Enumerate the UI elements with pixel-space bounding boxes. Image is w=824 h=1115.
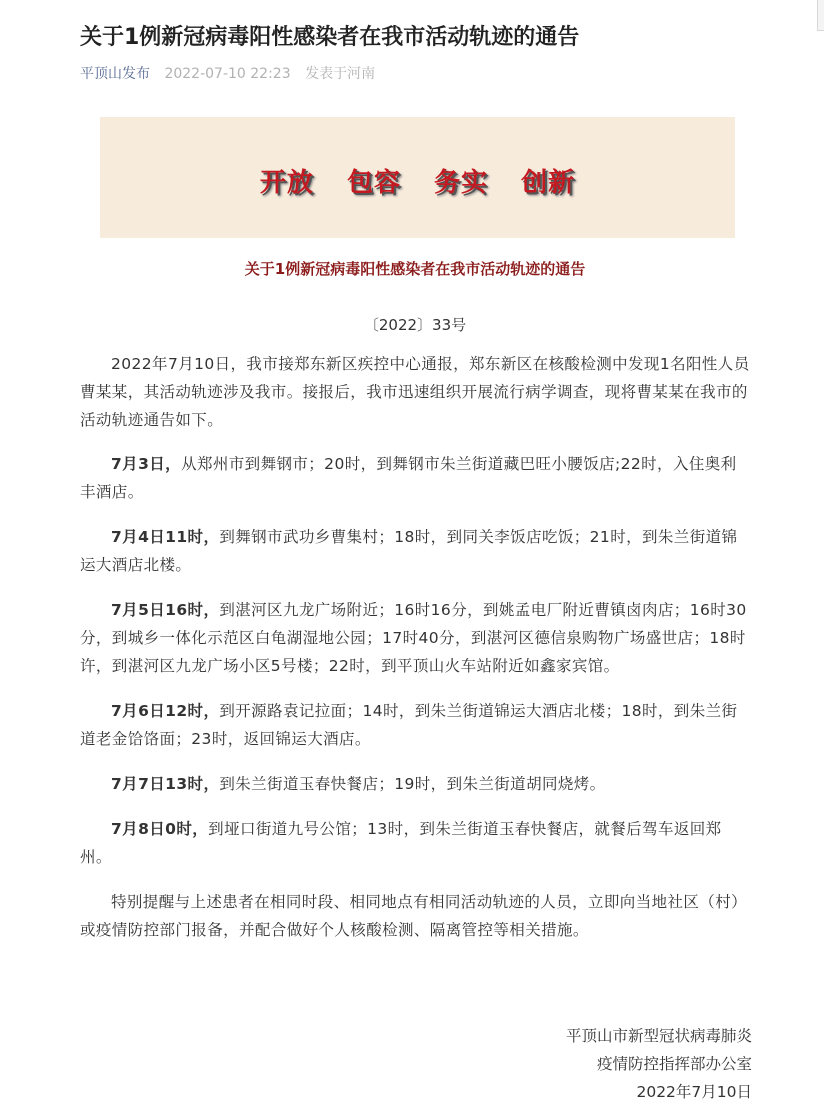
slogan-innovation: 创新 (521, 168, 576, 198)
entry-date: 7月4日11时， (111, 528, 220, 546)
scrollbar-edge (817, 0, 824, 31)
trajectory-entry (80, 770, 750, 798)
entry-date: 7月5日16时， (111, 601, 220, 619)
entry-text: 到湛河区九龙广场附近；16时16分，到姚孟电厂附近曹镇卤肉店；16时30分，到城乡一体化示范区白龟湖湿地公园；17时40分，到湛河区德信泉购物广场盛世店；18时许，到湛河区九龙广场小区5号楼；22时，到平顶山火车站附近如鑫家宾馆。 (80, 601, 747, 675)
intro-paragraph: 2022年7月10日，我市接郑东新区疾控中心通报，郑东新区在核酸检测中发现1名阳性人员曹某某，其活动轨迹涉及我市。接报后，我市迅速组织开展流行病学调查，现将曹某某在我市的活动轨迹通告如下。 (80, 355, 750, 429)
trajectory-entry (80, 697, 750, 753)
entry-text: 到开源路袁记拉面；14时，到朱兰街道锦运大酒店北楼；18时，到朱兰街道老金饸饹面；23时，返回锦运大酒店。 (80, 702, 738, 748)
publish-time: 2022-07-10 22:23 (164, 66, 291, 82)
entry-text: 到朱兰街道玉春快餐店；19时，到朱兰街道胡同烧烤。 (219, 775, 606, 793)
slogan-openness: 开放 (259, 168, 314, 198)
trajectory-entry (80, 815, 750, 871)
trajectory-entry (80, 596, 750, 680)
account-name-link[interactable]: 平顶山发布 (80, 66, 150, 82)
entry-date: 7月3日， (111, 455, 182, 473)
issuer-line-1: 平顶山市新型冠状病毒肺炎 (565, 1027, 752, 1045)
entry-text: 到舞钢市武功乡曹集村；18时，到同关李饭店吃饭；21时，到朱兰街道锦运大酒店北楼。 (80, 528, 738, 574)
slogan-banner-image (100, 117, 735, 238)
entry-text: 到垭口街道九号公馆；13时，到朱兰街道玉春快餐店，就餐后驾车返回郑州。 (80, 820, 722, 866)
notice-heading: 关于1例新冠病毒阳性感染者在我市活动轨迹的通告 (244, 260, 586, 278)
issue-date: 2022年7月10日 (636, 1083, 752, 1101)
document-number: 〔2022〕33号 (363, 316, 467, 334)
article-title: 关于1例新冠病毒阳性感染者在我市活动轨迹的通告 (80, 25, 580, 50)
issuer-line-2: 疫情防控指挥部办公室 (596, 1055, 752, 1073)
slogan-inclusiveness: 包容 (346, 168, 401, 198)
reminder-paragraph: 特别提醒与上述患者在相同时段、相同地点有相同活动轨迹的人员，立即向当地社区（村）或疫情防控部门报备，并配合做好个人核酸检测、隔离管控等相关措施。 (80, 893, 748, 939)
entry-date: 7月6日12时， (111, 702, 220, 720)
signature-block (566, 1022, 752, 1106)
entry-text: 从郑州市到舞钢市；20时，到舞钢市朱兰街道藏巴旺小腰饭店;22时，入住奥利丰酒店。 (80, 455, 737, 501)
entry-date: 7月7日13时， (111, 775, 220, 793)
trajectory-entry (80, 523, 750, 579)
notice-body (80, 350, 750, 960)
publish-location: 发表于河南 (305, 66, 376, 82)
slogan-row (100, 162, 735, 199)
trajectory-entry (80, 450, 750, 506)
article-meta (80, 64, 375, 84)
entry-date: 7月8日0时， (111, 820, 209, 838)
slogan-pragmatism: 务实 (434, 168, 489, 198)
